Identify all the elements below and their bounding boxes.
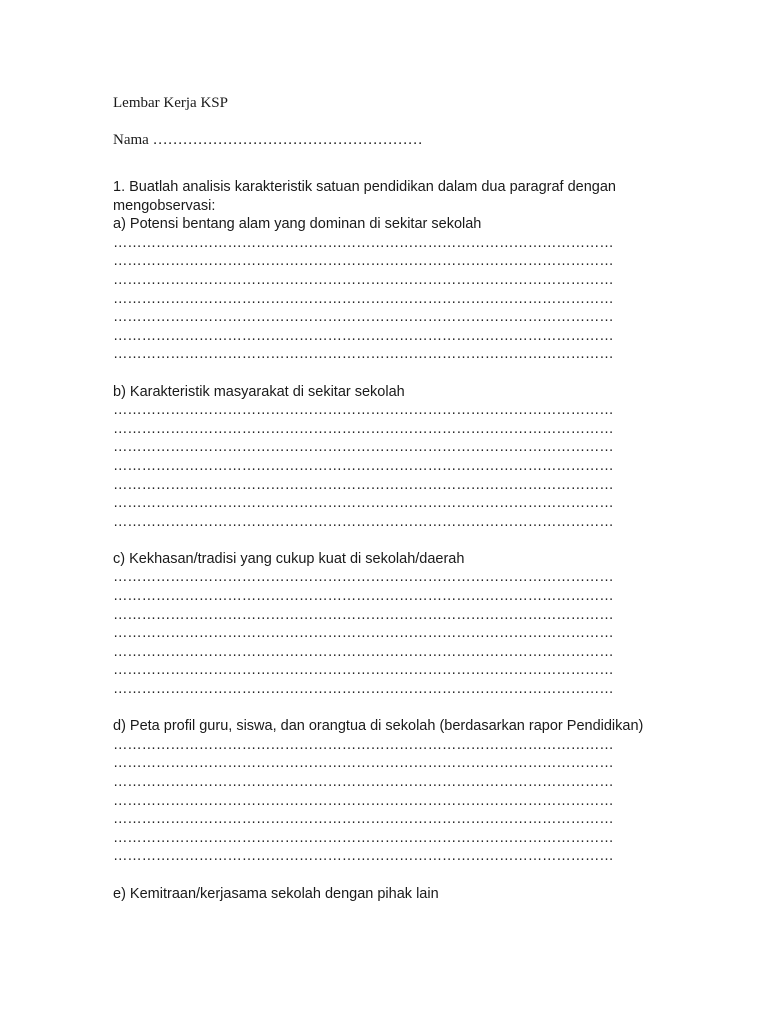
answer-line[interactable]: …………………………………………………………………………………………… [113,476,614,493]
answer-line[interactable]: …………………………………………………………………………………………… [113,290,614,307]
answer-line[interactable]: …………………………………………………………………………………………… [113,755,614,772]
answer-line[interactable]: …………………………………………………………………………………………… [113,457,614,474]
answer-line[interactable]: …………………………………………………………………………………………… [113,439,614,456]
answer-line[interactable]: …………………………………………………………………………………………… [113,234,614,251]
answer-line[interactable]: …………………………………………………………………………………………… [113,625,614,642]
answer-line[interactable]: …………………………………………………………………………………………… [113,736,614,753]
section-heading: a) Potensi bentang alam yang dominan di sekitar sekolah [113,216,482,233]
answer-line[interactable]: …………………………………………………………………………………………… [113,513,614,530]
answer-line[interactable]: …………………………………………………………………………………………… [113,327,614,344]
answer-line[interactable]: …………………………………………………………………………………………… [113,774,614,790]
section-d [113,717,658,866]
answer-line[interactable]: …………………………………………………………………………………………… [113,681,614,698]
answer-line[interactable]: …………………………………………………………………………………………… [113,811,614,828]
answer-line[interactable]: …………………………………………………………………………………………… [113,662,614,679]
answer-line[interactable]: …………………………………………………………………………………………… [113,253,614,270]
section-heading: e) Kemitraan/kerjasama sekolah dengan pihak lain [113,885,439,902]
section-e [113,885,658,904]
answer-line[interactable]: …………………………………………………………………………………………… [113,402,614,419]
answer-line[interactable]: …………………………………………………………………………………………… [113,346,614,363]
section-b [113,383,658,532]
answer-line[interactable]: …………………………………………………………………………………………… [113,588,614,605]
answer-line[interactable]: …………………………………………………………………………………………… [113,792,614,809]
worksheet-title: Lembar Kerja KSP [113,95,228,111]
section-c [113,550,658,699]
worksheet-content [113,178,658,903]
instruction-text: 1. Buatlah analisis karakteristik satuan pendidikan dalam dua paragraf dengan mengobservasi: [113,179,616,214]
answer-line[interactable]: …………………………………………………………………………………………… [113,643,614,660]
answer-line[interactable]: …………………………………………………………………………………………… [113,829,614,846]
answer-line[interactable]: …………………………………………………………………………………………… [113,606,614,623]
answer-line[interactable]: …………………………………………………………………………………………… [113,495,614,512]
answer-line[interactable]: …………………………………………………………………………………………… [113,420,614,437]
answer-line[interactable]: …………………………………………………………………………………………… [113,271,614,288]
answer-line[interactable]: …………………………………………………………………………………………… [113,569,614,586]
answer-line[interactable]: …………………………………………………………………………………………… [113,848,614,865]
name-field[interactable]: Nama ……………………………………………… [113,132,423,148]
section-heading: d) Peta profil guru, siswa, dan orangtua di sekolah (berdasarkan rapor Pendidikan) [113,718,644,735]
section-heading: b) Karakteristik masyarakat di sekitar sekolah [113,383,405,400]
answer-line[interactable]: …………………………………………………………………………………………… [113,309,614,326]
section-heading: c) Kekhasan/tradisi yang cukup kuat di sekolah/daerah [113,550,465,567]
section-a [113,215,658,364]
